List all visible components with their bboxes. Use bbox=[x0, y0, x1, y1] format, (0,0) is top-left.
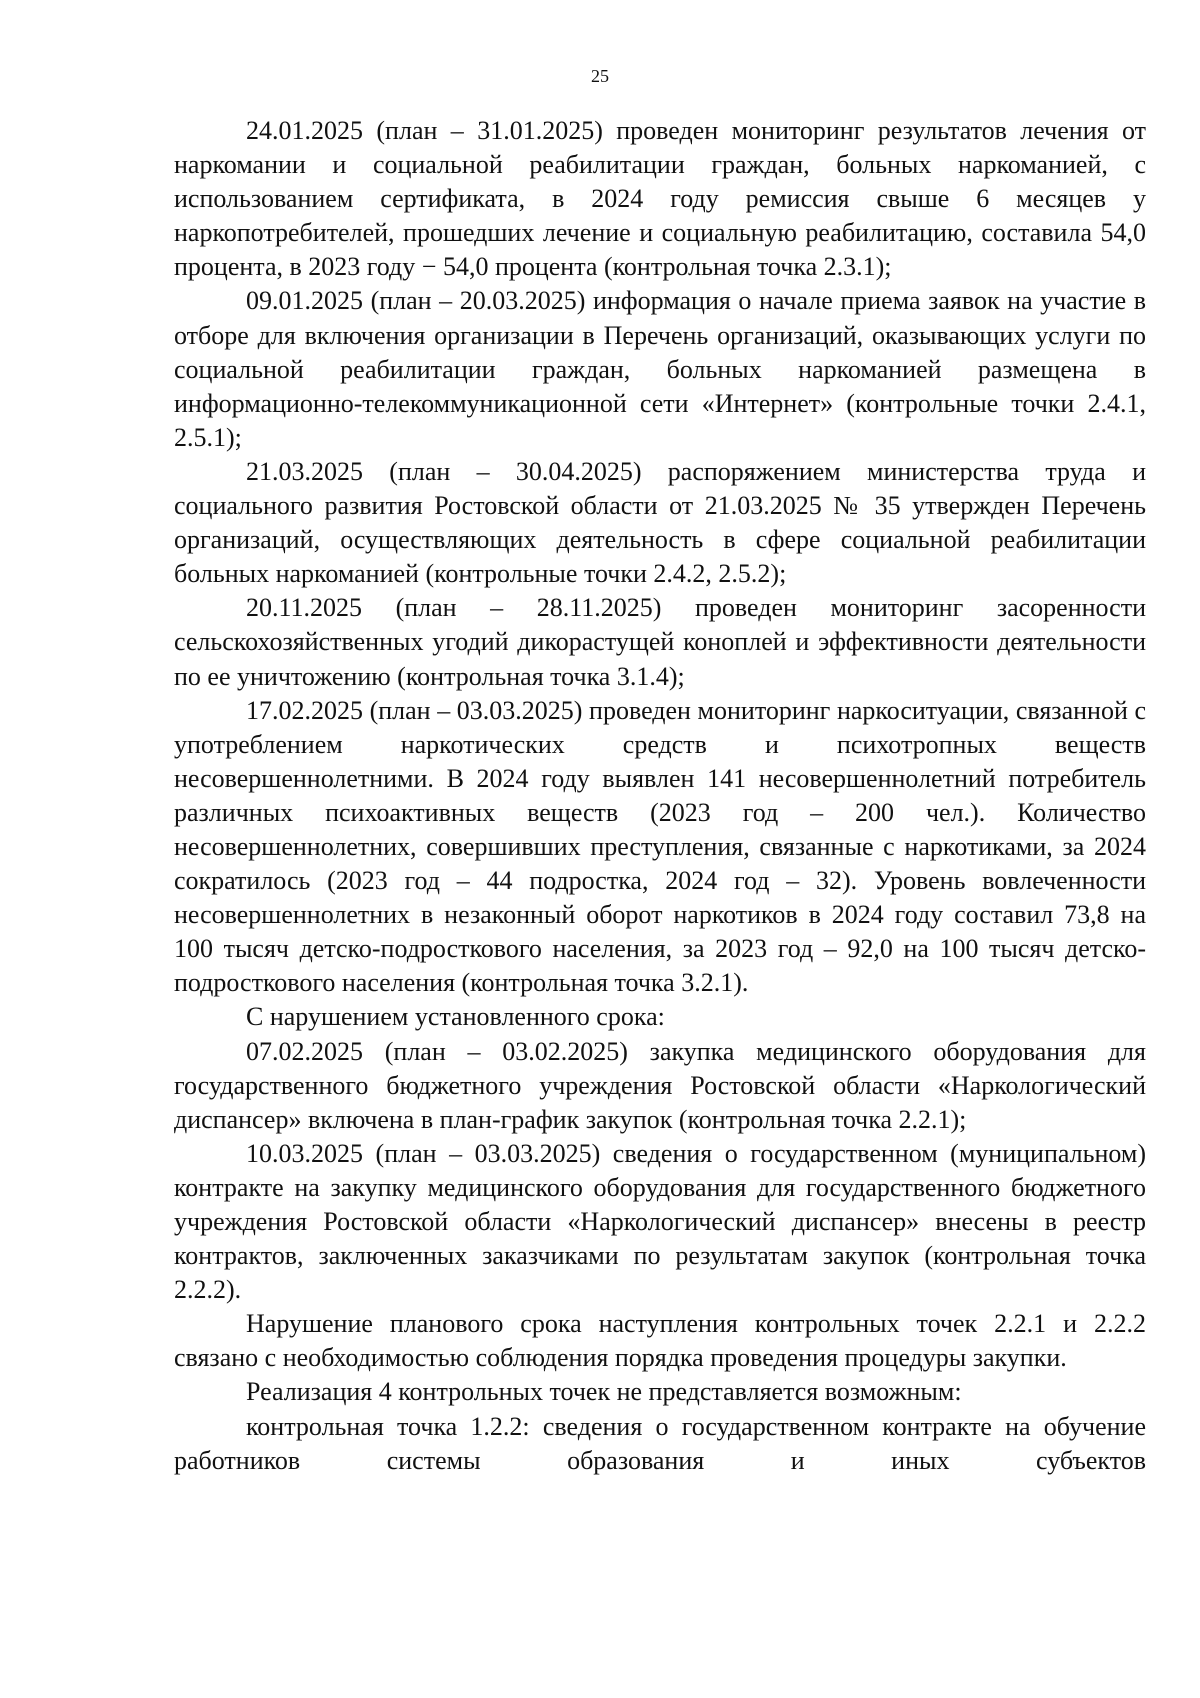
paragraph-violation-reason: Нарушение планового срока наступления контрольных точек 2.2.1 и 2.2.2 связано с необходимостью соблюдения порядка проведения процедуры закупки. bbox=[174, 1309, 1146, 1373]
page-number: 25 bbox=[591, 66, 609, 86]
paragraph-hemp-monitoring: 20.11.2025 (план – 28.11.2025) проведен мониторинг засоренности сельскохозяйственных угодий дикорастущей коноплей и эффективности деятельности по ее уничтожению (контрольная точка 3.1.4); bbox=[174, 593, 1146, 691]
paragraph-impossible-points: Реализация 4 контрольных точек не представляется возможным: bbox=[246, 1377, 962, 1407]
paragraph-deadline-violation-heading: С нарушением установленного срока: bbox=[246, 1002, 665, 1032]
paragraph-control-point-1-2-2: контрольная точка 1.2.2: сведения о государственном контракте на обучение работников системы образования и иных субъектов bbox=[174, 1411, 1146, 1475]
paragraph-monitoring-treatment: 24.01.2025 (план – 31.01.2025) проведен мониторинг результатов лечения от наркомании и социальной реабилитации граждан, больных наркоманией, с использованием сертификата, в 2024 году ремиссия свыше 6 месяцев у наркопотребителей, прошедших лечение и социальную реабилитацию, составила 54,0 процента, в 2023 году − 54,0 процента (контрольная точка 2.3.1); bbox=[174, 116, 1146, 282]
paragraph-equipment-purchase: 07.02.2025 (план – 03.02.2025) закупка медицинского оборудования для государственного бюджетного учреждения Ростовской области «Наркологический диспансер» включена в план-график закупок (контрольная точка 2.2.1); bbox=[174, 1036, 1146, 1134]
paragraph-contract-registry: 10.03.2025 (план – 03.03.2025) сведения о государственном (муниципальном) контракте на закупку медицинского оборудования для государственного бюджетного учреждения Ростовской области «Наркологический диспансер» внесены в реестр контрактов, заключенных заказчиками по результатам закупок (контрольная точка 2.2.2). bbox=[174, 1138, 1146, 1305]
paragraph-organizations-list: 21.03.2025 (план – 30.04.2025) распоряжением министерства труда и социального развития Ростовской области от 21.03.2025 № 35 утвержден Перечень организаций, осуществляющих деятельность в сфере социальной реабилитации больных наркоманией (контрольные точки 2.4.2, 2.5.2); bbox=[174, 456, 1146, 589]
paragraph-application-info: 09.01.2025 (план – 20.03.2025) информация о начале приема заявок на участие в отборе для включения организации в Перечень организаций, оказывающих услуги по социальной реабилитации граждан, больных наркоманией размещена в информационно-телекоммуникационной сети «Интернет» (контрольные точки 2.4.1, 2.5.1); bbox=[174, 286, 1146, 452]
document-body bbox=[174, 114, 1146, 1478]
paragraph-minors-monitoring: 17.02.2025 (план – 03.03.2025) проведен мониторинг наркоситуации, связанной с употреблением наркотических средств и психотропных веществ несовершеннолетними. В 2024 году выявлен 141 несовершеннолетний потребитель различных психоактивных веществ (2023 год – 200 чел.). Количество несовершеннолетних, совершивших преступления, связанные с наркотиками, за 2024 сократилось (2023 год – 44 подростка, 2024 год – 32). Уровень вовлеченности несовершеннолетних в незаконный оборот наркотиков в 2024 году составил 73,8 на 100 тысяч детско-подросткового населения, за 2023 год – 92,0 на 100 тысяч детско-подросткового населения (контрольная точка 3.2.1). bbox=[174, 695, 1146, 998]
